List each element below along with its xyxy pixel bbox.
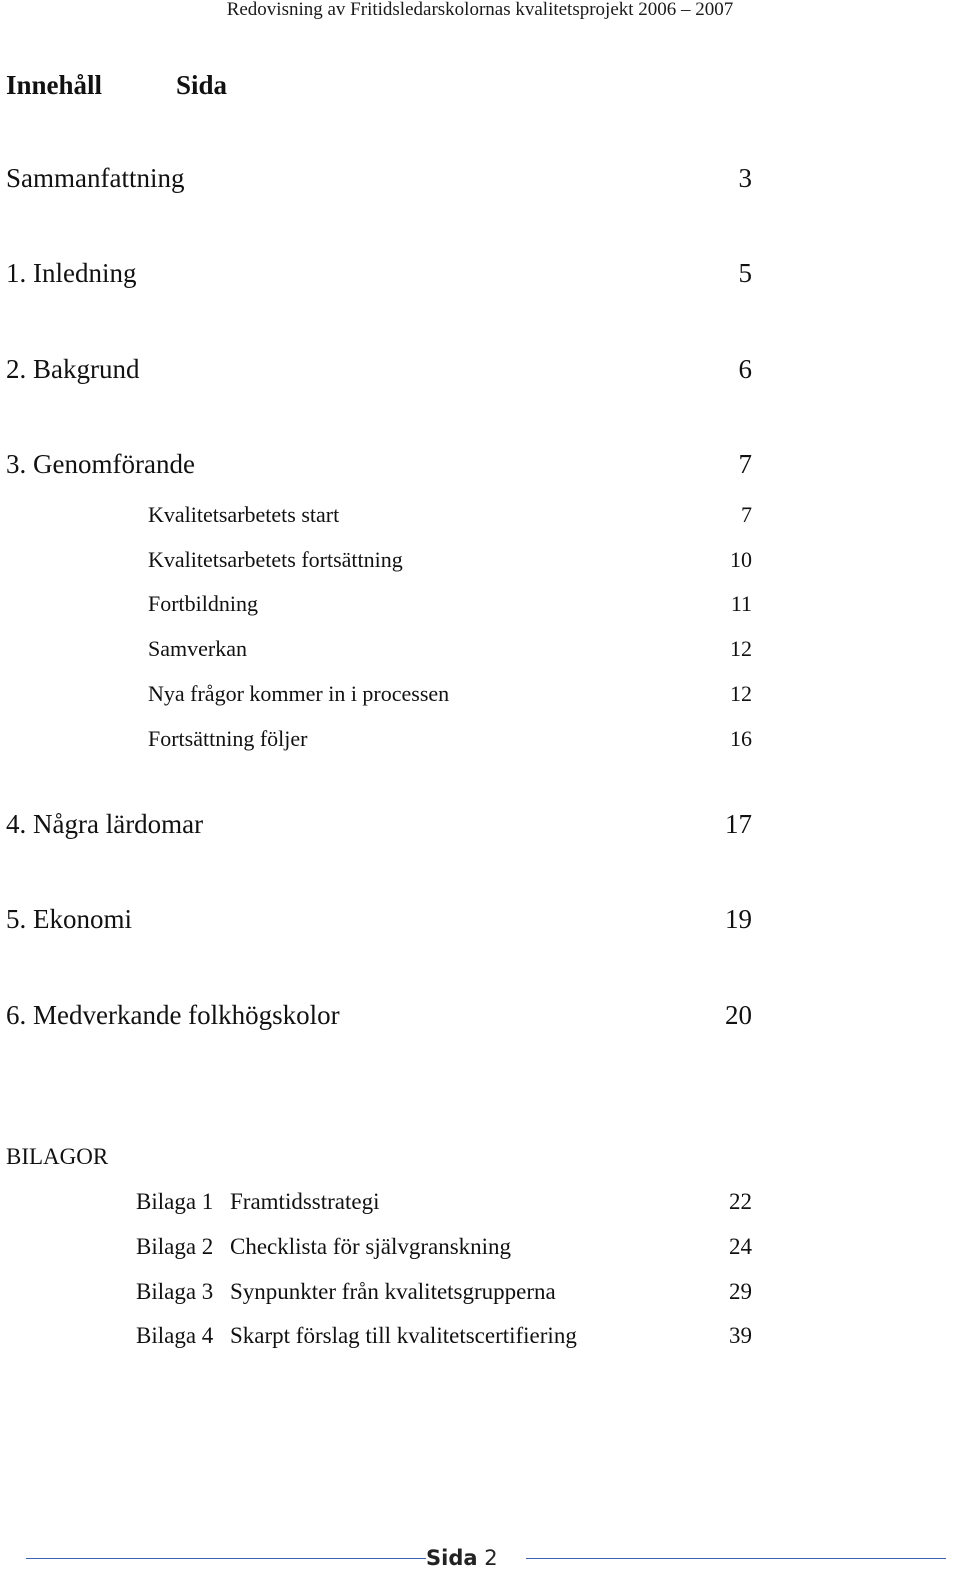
toc-entry-label: 6. Medverkande folkhögskolor — [6, 1000, 340, 1030]
toc-entry-label: Kvalitetsarbetets start — [148, 502, 340, 527]
toc-entry-page: 29 — [729, 1279, 752, 1304]
toc-subentry-nya-fragor — [0, 681, 960, 711]
toc-entry-page: 10 — [730, 547, 752, 572]
toc-bilaga-1 — [0, 1189, 960, 1219]
bilaga-tag: Bilaga 2 — [136, 1234, 214, 1259]
toc-entry-label: 2. Bakgrund — [6, 354, 140, 384]
toc-entry-label: Fortbildning — [148, 591, 259, 616]
toc-subentry-fortsattning — [0, 547, 960, 577]
running-header: Redovisning av Fritidsledarskolornas kvalitetsprojekt 2006 – 2007 — [226, 0, 734, 20]
toc-subentry-fortbildning — [0, 591, 960, 621]
page-number-value: 2 — [484, 1546, 498, 1570]
toc-entry-label: Sammanfattning — [6, 163, 185, 193]
toc-entry-page: 7 — [738, 449, 752, 479]
footer-rule-right — [526, 1558, 946, 1559]
toc-subentry-start — [0, 502, 960, 532]
toc-entry-page: 6 — [738, 354, 752, 384]
toc-entry-page: 22 — [729, 1189, 752, 1214]
toc-bilaga-2 — [0, 1234, 960, 1264]
toc-entry-page: 19 — [725, 904, 752, 934]
toc-entry-genomforande — [0, 449, 960, 479]
toc-entry-page: 16 — [730, 726, 752, 751]
toc-entry-page: 5 — [738, 258, 752, 288]
toc-entry-page: 11 — [730, 591, 752, 616]
toc-entry-page: 12 — [730, 681, 752, 706]
toc-entry-ekonomi — [0, 904, 960, 934]
toc-entry-label: Samverkan — [148, 636, 247, 661]
toc-entry-folkhogskolor — [0, 1000, 960, 1030]
toc-entry-page: 39 — [729, 1323, 752, 1348]
toc-entry-label: Checklista för självgranskning — [230, 1234, 512, 1259]
toc-heading-contents: Innehåll — [6, 70, 103, 100]
toc-entry-page: 17 — [725, 809, 752, 839]
toc-entry-label: 3. Genomförande — [6, 449, 195, 479]
bilaga-tag: Bilaga 4 — [136, 1323, 214, 1348]
toc-subentry-samverkan — [0, 636, 960, 666]
toc-entry-label: Skarpt förslag till kvalitetscertifiering — [230, 1323, 577, 1348]
toc-entry-label: Synpunkter från kvalitetsgrupperna — [230, 1279, 556, 1304]
toc-entry-label: 4. Några lärdomar — [6, 809, 204, 839]
toc-entry-label: Fortsättning följer — [148, 726, 308, 751]
toc-subentry-fortsattning-foljer — [0, 726, 960, 756]
toc-entry-label: 1. Inledning — [6, 258, 137, 288]
footer-rule-left — [26, 1558, 426, 1559]
toc-entry-sammanfattning — [0, 163, 960, 193]
toc-entry-page: 20 — [725, 1000, 752, 1030]
toc-bilaga-4 — [0, 1323, 960, 1353]
toc-entry-bakgrund — [0, 354, 960, 384]
toc-entry-label: 5. Ekonomi — [6, 904, 132, 934]
toc-entry-inledning — [0, 258, 960, 288]
toc-entry-page: 7 — [741, 502, 752, 527]
bilaga-tag: Bilaga 3 — [136, 1279, 214, 1304]
toc-entry-page: 12 — [730, 636, 752, 661]
toc-entry-label: Kvalitetsarbetets fortsättning — [148, 547, 403, 572]
toc-entry-lardomar — [0, 809, 960, 839]
toc-heading-page: Sida — [176, 70, 228, 100]
page-number-word: Sida — [426, 1546, 478, 1570]
toc-bilaga-3 — [0, 1279, 960, 1309]
toc-entry-label: Framtidsstrategi — [230, 1189, 380, 1214]
toc-entry-page: 3 — [738, 163, 752, 193]
toc-entry-page: 24 — [729, 1234, 752, 1259]
bilagor-heading: BILAGOR — [6, 1144, 109, 1169]
page-number — [426, 1546, 498, 1570]
page-footer — [0, 1540, 960, 1580]
toc-entry-label: Nya frågor kommer in i processen — [148, 681, 450, 706]
bilaga-tag: Bilaga 1 — [136, 1189, 214, 1214]
